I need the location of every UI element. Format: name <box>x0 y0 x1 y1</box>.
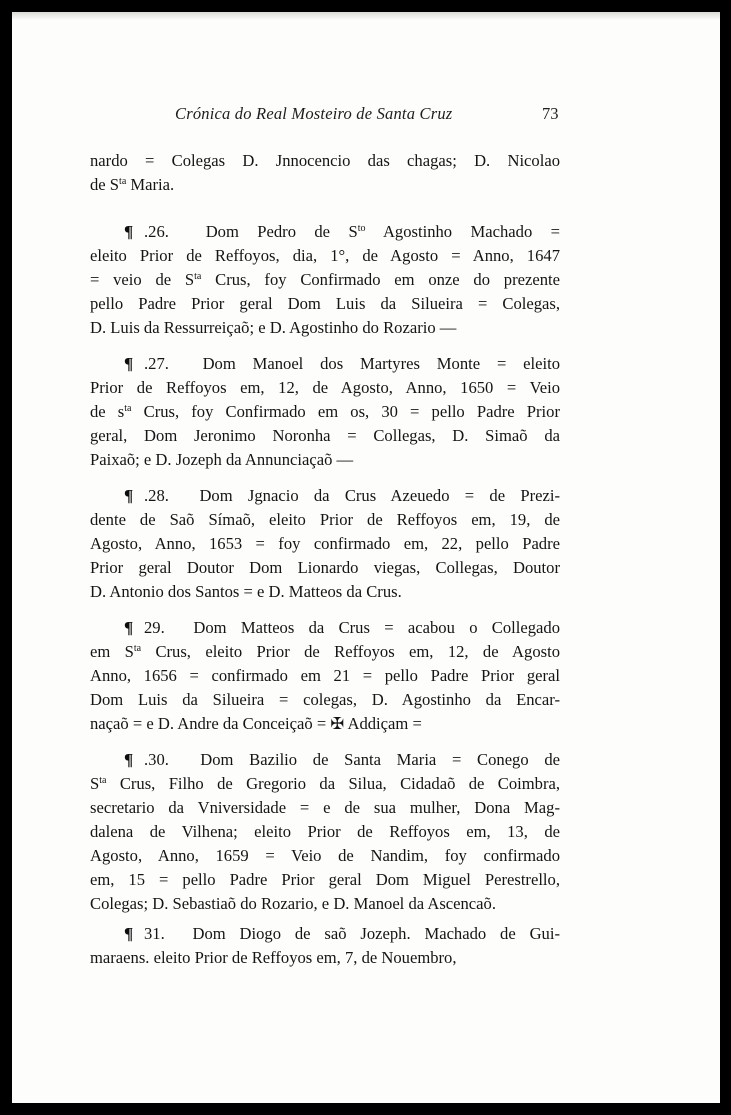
text-line: secretario da Vniversidade = e de sua mulher, Dona Mag- <box>90 798 560 817</box>
text-line: ¶ .26. Dom Pedro de $S^{to}$ Agostinho Machado = <box>90 220 560 244</box>
page-number: 73 <box>542 104 559 123</box>
paragraph-mark-icon: ¶ <box>124 750 134 769</box>
text-line: Anno, 1656 = confirmado em 21 = pello Padre Prior geral <box>90 666 560 685</box>
text-line: = veio de $S^{ta}$ Crus, foy Confirmado em onze do prezente <box>90 270 560 289</box>
text-line: dente de Saõ Símaõ, eleito Prior de Reffoyos em, 19, de <box>90 510 560 529</box>
page-edge-shadow <box>12 12 720 20</box>
text-line: Paixaõ; e D. Jozeph da Annunciaçaõ — <box>90 450 354 469</box>
text-line: eleito Prior de Reffoyos, dia, 1°, de Agosto = Anno, 1647 <box>90 246 560 265</box>
text-line: D. Luis da Ressurreiçaõ; e D. Agostinho do Rozario — <box>90 318 457 337</box>
paragraph-mark-icon: ¶ <box>124 618 134 637</box>
paragraph <box>90 484 560 604</box>
paragraph <box>90 748 560 916</box>
paragraph <box>90 616 560 736</box>
text-line: geral, Dom Jeronimo Noronha = Collegas, D. Simaõ da <box>90 426 560 445</box>
text-line: Dom Luis da Silueira = colegas, D. Agostinho da Encar- <box>90 690 560 709</box>
paragraph-mark-icon: ¶ <box>124 222 134 241</box>
text-line: naçaõ = e D. Andre da Conceiçaõ = ✠ Addiçam = <box>90 714 422 733</box>
paragraph-mark-icon: ¶ <box>124 486 134 505</box>
entry-number: .28. <box>144 486 200 505</box>
text-line: Colegas; D. Sebastiaõ do Rozario, e D. Manoel da Ascencaõ. <box>90 894 496 913</box>
entry-number: .30. <box>144 750 201 769</box>
text-line: ¶ .28. Dom Jgnacio da Crus Azeuedo = de Prezi- <box>90 484 560 508</box>
text-line: maraens. eleito Prior de Reffoyos em, 7, de Nouembro, <box>90 948 457 967</box>
text-line: ¶ .30. Dom Bazilio de Santa Maria = Conego de <box>90 748 560 772</box>
text-line: pello Padre Prior geral Dom Luis da Silueira = Colegas, <box>90 294 560 313</box>
text-line: Prior de Reffoyos em, 12, de Agosto, Anno, 1650 = Veio <box>90 378 560 397</box>
text-line: em $S^{ta}$ Crus, eleito Prior de Reffoyos em, 12, de Agosto <box>90 642 560 661</box>
text-line: de $s^{ta}$ Crus, foy Confirmado em os, 30 = pello Padre Prior <box>90 402 560 421</box>
paragraph-mark-icon: ¶ <box>124 354 134 373</box>
book-page <box>12 12 720 1103</box>
paragraph <box>90 922 560 970</box>
page-header <box>12 104 720 128</box>
paragraph <box>90 149 560 197</box>
text-line: ¶ 29. Dom Matteos da Crus = acabou o Collegado <box>90 616 560 640</box>
text-line: de $S^{ta}$ Maria. <box>90 175 175 194</box>
entry-number: .26. <box>144 222 206 241</box>
paragraph <box>90 352 560 472</box>
text-line: Agosto, Anno, 1653 = foy confirmado em, 22, pello Padre <box>90 534 560 553</box>
entry-number: 29. <box>144 618 194 637</box>
text-line: $S^{ta}$ Crus, Filho de Gregorio da Silua, Cidadaõ de Coimbra, <box>90 774 560 793</box>
text-line: Agosto, Anno, 1659 = Veio de Nandim, foy confirmado <box>90 846 560 865</box>
paragraph-mark-icon: ¶ <box>124 924 134 943</box>
text-line: em, 15 = pello Padre Prior geral Dom Miguel Perestrello, <box>90 870 560 889</box>
text-line: ¶ 31. Dom Diogo de saõ Jozeph. Machado de Gui- <box>90 922 560 946</box>
entry-number: .27. <box>144 354 203 373</box>
entry-number: 31. <box>144 924 193 943</box>
running-title: Crónica do Real Mosteiro de Santa Cruz <box>175 104 453 123</box>
text-line: nardo = Colegas D. Jnnocencio das chagas; D. Nicolao <box>90 151 560 170</box>
paragraph <box>90 220 560 340</box>
text-line: Prior geral Doutor Dom Lionardo viegas, Collegas, Doutor <box>90 558 560 577</box>
text-line: dalena de Vilhena; eleito Prior de Reffoyos em, 13, de <box>90 822 560 841</box>
text-line: ¶ .27. Dom Manoel dos Martyres Monte = eleito <box>90 352 560 376</box>
text-line: D. Antonio dos Santos = e D. Matteos da Crus. <box>90 582 402 601</box>
